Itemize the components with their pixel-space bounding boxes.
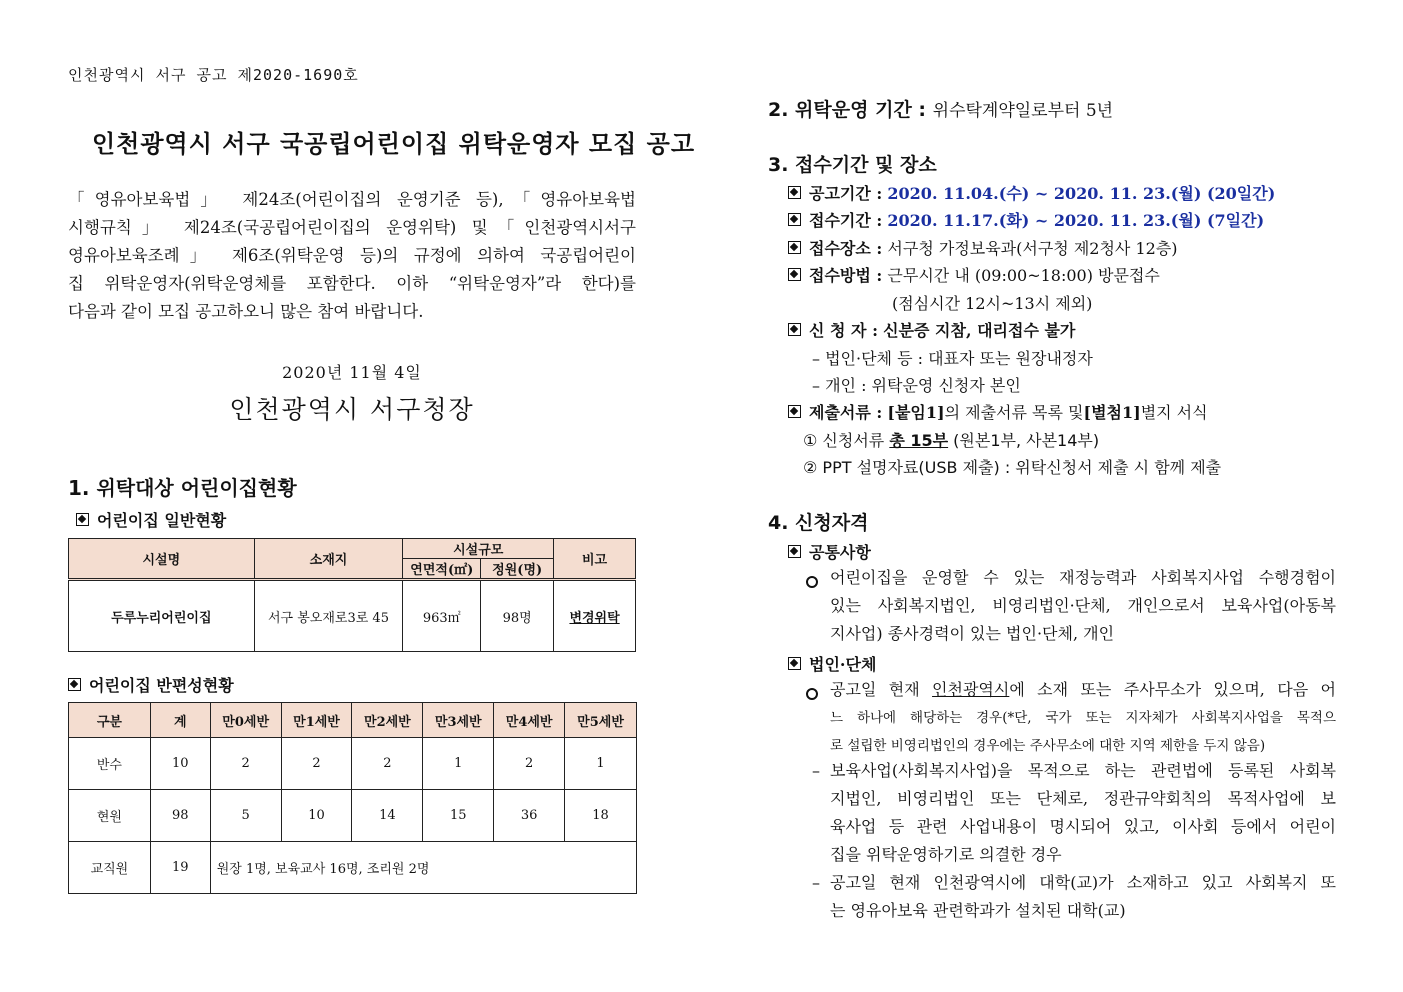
header-cell: 구분 <box>69 703 151 738</box>
lunch-note: (점심시간 12시~13시 제외) <box>892 294 1093 313</box>
table-cell: 18 <box>565 790 637 842</box>
intro-line: 「영유아보육법」 제24조(어린이집의 운영기준 등),「영유아보육법 <box>68 190 636 209</box>
header-cell: 만0세반 <box>210 703 281 738</box>
table-row <box>69 790 637 842</box>
table-cell: 2 <box>210 738 281 790</box>
header-cell: 계 <box>150 703 210 738</box>
cell-name: 두루누리어린이집 <box>69 580 255 652</box>
table-cell: 1 <box>423 738 494 790</box>
header-name: 시설명 <box>69 539 255 580</box>
section3-item: 공고기간 : 2020. 11.04.(수) ~ 2020. 11. 23.(월) (20일간) <box>788 181 1275 204</box>
diamond-box-icon <box>788 545 801 558</box>
header-cell: 만3세반 <box>423 703 494 738</box>
intro-line: 영유아보육조례」 제6조(위탁운영 등)의 규정에 의하여 국공립어린이 <box>68 246 636 265</box>
diamond-box-icon <box>788 405 801 418</box>
section3-item: 접수방법 : 근무시간 내 (09:00~18:00) 방문접수 <box>788 263 1160 286</box>
diamond-box-icon <box>788 268 801 281</box>
header-scale: 시설규모 <box>403 539 554 559</box>
section3-heading: 3. 접수기간 및 장소 <box>768 154 937 176</box>
intro-line: 시행규칙」 제24조(국공립어린이집의 운영위탁) 및「인천광역시서구 <box>68 218 636 237</box>
staff-detail-cell: 원장 1명, 보육교사 16명, 조리원 2명 <box>210 842 636 894</box>
applicant-item: 신 청 자 : 신분증 지참, 대리접수 불가 <box>788 318 1075 341</box>
table-cell: 15 <box>423 790 494 842</box>
section2-heading: 2. 위탁운영 기간 : <box>768 99 927 121</box>
table-row <box>69 842 637 894</box>
page-title: 인천광역시 서구 국공립어린이집 위탁운영자 모집 공고 <box>92 129 696 158</box>
section2-value: 위수탁계약일로부터 5년 <box>932 101 1114 121</box>
corp-subheading: 법인·단체 <box>788 652 876 675</box>
general-status-subheading: 어린이집 일반현황 <box>76 508 226 531</box>
header-capacity: 정원(명) <box>481 559 554 580</box>
table-cell: 2 <box>494 738 565 790</box>
diamond-box-icon <box>788 186 801 199</box>
diamond-box-icon <box>788 657 801 670</box>
notice-number: 인천광역시 서구 공고 제2020-1690호 <box>68 66 359 84</box>
section2 <box>768 95 1113 122</box>
applicant-sub: – 법인·단체 등 : 대표자 또는 원장내정자 <box>812 349 1093 368</box>
corp-paragraph: 공고일 현재 인천광역시에 소재 또는 주사무소가 있으며, 다음 어 느 하나에 해당하는 경우(*단, 국가 또는 지자체가 사회복지사업을 목적으 로 설립한 비영리법인의 경우에는 주사무소에 대한 지역 제한을 두지 않음) <box>830 680 1336 754</box>
class-status-table <box>68 702 637 894</box>
table-row <box>69 580 636 652</box>
cell-note: 변경위탁 <box>554 580 636 652</box>
header-cell: 만1세반 <box>281 703 352 738</box>
notice-date: 2020년 11월 4일 <box>282 363 422 382</box>
common-subheading: 공통사항 <box>788 540 871 563</box>
cell-area: 963㎡ <box>403 580 481 652</box>
diamond-box-icon <box>788 241 801 254</box>
class-status-subheading: 어린이집 반편성현황 <box>68 673 234 696</box>
table-cell: 반수 <box>69 738 151 790</box>
table-cell: 현원 <box>69 790 151 842</box>
table-cell: 10 <box>281 790 352 842</box>
table-cell: 98 <box>150 790 210 842</box>
table-cell: 36 <box>494 790 565 842</box>
general-status-table <box>68 538 636 652</box>
circle-bullet-icon <box>806 685 818 704</box>
corp-dash-paragraph-2: 공고일 현재 인천광역시에 대학(교)가 소재하고 있고 사회복지 또 는 영유아보육 관련학과가 설치된 대학(교) <box>830 873 1336 920</box>
diamond-box-icon <box>788 323 801 336</box>
section1-heading: 1. 위탁대상 어린이집현황 <box>68 476 297 500</box>
intro-line: 집 위탁운영자(위탁운영체를 포함한다. 이하 “위탁운영자”라 한다)를 <box>68 274 636 293</box>
header-cell: 만5세반 <box>565 703 637 738</box>
documents-item: 제출서류 : [붙임1] 의 제출서류 목록 및 [별첨1] 별지 서식 <box>788 400 1208 423</box>
document-item-1: ① 신청서류 총 15부 (원본1부, 사본14부) <box>803 431 1100 450</box>
applicant-sub: – 개인 : 위탁운영 신청자 본인 <box>812 376 1021 395</box>
header-cell: 만4세반 <box>494 703 565 738</box>
section3-item: 접수기간 : 2020. 11.17.(화) ~ 2020. 11. 23.(월) (7일간) <box>788 208 1264 231</box>
diamond-box-icon <box>76 513 89 526</box>
intro-paragraph <box>68 186 636 326</box>
cell-location: 서구 봉오재로3로 45 <box>254 580 403 652</box>
table-cell: 교직원 <box>69 842 151 894</box>
header-area: 연면적(㎡) <box>403 559 481 580</box>
table-cell: 5 <box>210 790 281 842</box>
document-item-2: ② PPT 설명자료(USB 제출) : 위탁신청서 제출 시 함께 제출 <box>803 458 1222 477</box>
common-paragraph: 어린이집을 운영할 수 있는 재정능력과 사회복지사업 수행경험이 있는 사회복지법인, 비영리법인·단체, 개인으로서 보육사업(아동복 지사업) 종사경력이 있는 법인·단체, 개인 <box>830 568 1336 643</box>
header-note: 비고 <box>554 539 636 580</box>
header-location: 소재지 <box>254 539 403 580</box>
table-cell: 2 <box>281 738 352 790</box>
issuer: 인천광역시 서구청장 <box>229 395 475 424</box>
dash-bullet-icon: – <box>812 873 820 892</box>
dash-bullet-icon: – <box>812 761 820 780</box>
diamond-box-icon <box>68 678 81 691</box>
intro-line: 다음과 같이 모집 공고하오니 많은 참여 바랍니다. <box>68 302 424 321</box>
table-cell: 14 <box>352 790 423 842</box>
circle-bullet-icon <box>806 573 818 592</box>
corp-dash-paragraph-1: 보육사업(사회복지사업)을 목적으로 하는 관련법에 등록된 사회복 지법인, 비영리법인 또는 단체로, 정관규약회칙의 목적사업에 보 육사업 등 관련 사업내용이 명시되어 있고, 이사회 등에서 어린이 집을 위탁운영하기로 의결한 경우 <box>830 761 1336 864</box>
header-cell: 만2세반 <box>352 703 423 738</box>
diamond-box-icon <box>788 213 801 226</box>
table-cell: 1 <box>565 738 637 790</box>
table-cell: 19 <box>150 842 210 894</box>
section3-item: 접수장소 : 서구청 가정보육과(서구청 제2청사 12층) <box>788 236 1178 259</box>
cell-capacity: 98명 <box>481 580 554 652</box>
table-row <box>69 738 637 790</box>
section4-heading: 4. 신청자격 <box>768 512 869 534</box>
table-cell: 10 <box>150 738 210 790</box>
table-cell: 2 <box>352 738 423 790</box>
table-header-row <box>69 703 637 738</box>
